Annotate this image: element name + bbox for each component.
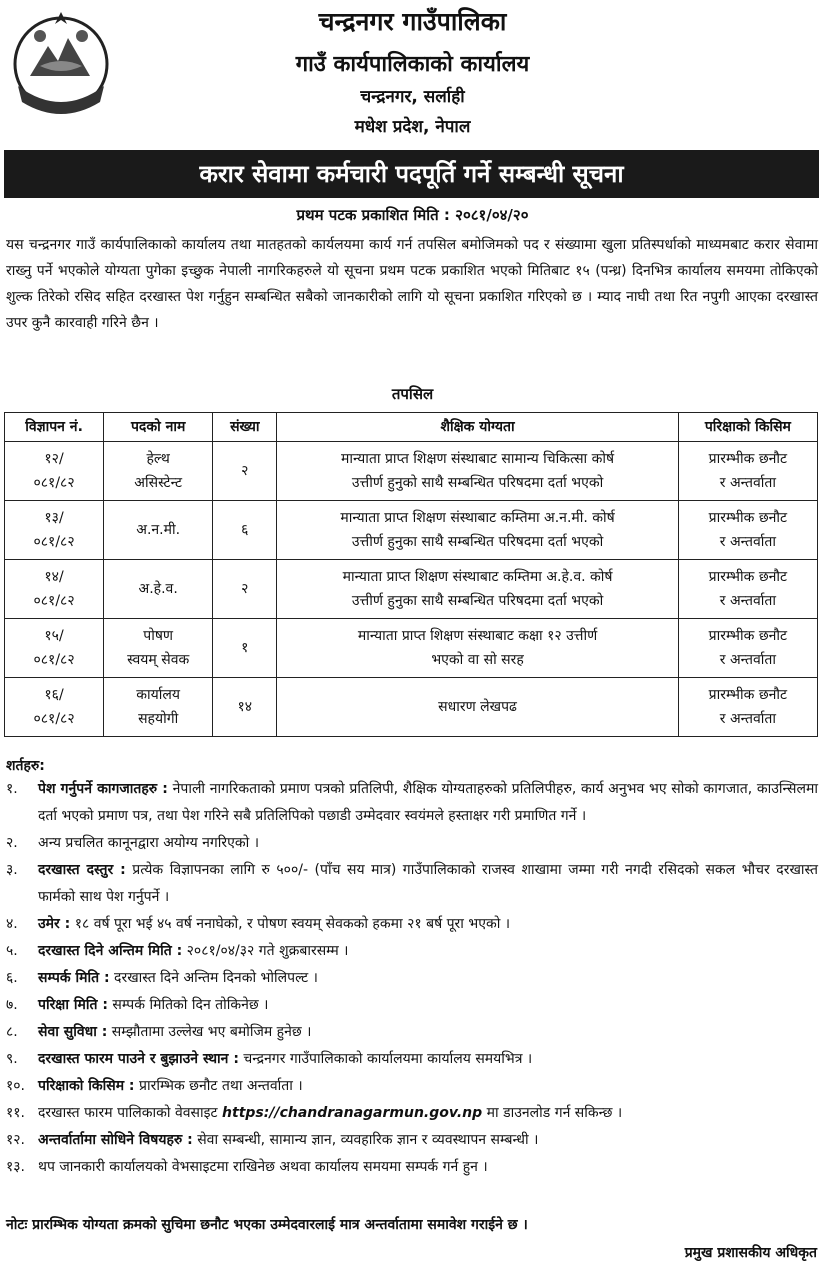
table-row: [5, 678, 818, 737]
table-row: [5, 619, 818, 678]
list-item: ४. उमेर : १८ वर्ष पूरा भई ४५ वर्ष ननाघेको, र पोषण स्वयम् सेवकको हकमा २१ बर्ष पूरा भएको ।: [6, 916, 511, 932]
website-link[interactable]: https://chandranagarmun.gov.np: [222, 1105, 483, 1121]
cell-ad-no: १४/ ०८१/८२: [5, 560, 104, 619]
header-qualification: शैक्षिक योग्यता: [277, 413, 678, 442]
cell-qualification: मान्याता प्राप्त शिक्षण संस्थाबाट कम्तिमा अ.हे.व. कोर्ष उत्तीर्ण हुनुका साथै सम्बन्धित परिषदमा दर्ता भएको: [277, 560, 678, 619]
list-item: २. अन्य प्रचलित कानूनद्वारा अयोग्य नगरिएको ।: [6, 835, 260, 851]
cell-post: कार्यालय सहयोगी: [104, 678, 213, 737]
table-row: [5, 442, 818, 501]
cell-exam-type: प्रारम्भीक छनौट र अन्तर्वाता: [678, 678, 817, 737]
cell-count: २: [213, 442, 277, 501]
terms-list: [6, 776, 818, 1181]
cell-qualification: मान्याता प्राप्त शिक्षण संस्थाबाट कम्तिमा अ.न.मी. कोर्ष उत्तीर्ण हुनुका साथै सम्बन्धित परिषदमा दर्ता भएको: [277, 501, 678, 560]
cell-exam-type: प्रारम्भीक छनौट र अन्तर्वाता: [678, 442, 817, 501]
province-country: मधेश प्रदेश, नेपाल: [354, 117, 471, 137]
table-row: [5, 560, 818, 619]
cell-qualification: मान्याता प्राप्त शिक्षण संस्थाबाट सामान्य चिकित्सा कोर्ष उत्तीर्ण हुनुको साथै सम्बन्धित परिषदमा दर्ता भएको: [277, 442, 678, 501]
cell-ad-no: १५/ ०८१/८२: [5, 619, 104, 678]
list-item: ६. सम्पर्क मिति : दरखास्त दिने अन्तिम दिनको भोलिपल्ट ।: [6, 970, 318, 986]
terms-heading: शर्तहरु:: [6, 758, 45, 774]
list-item: १. पेश गर्नुपर्ने कागजातहरु : नेपाली नागरिकताको प्रमाण पत्रको प्रतिलिपी, शैक्षिक योग्यताहरुको प्रतिलिपीहरु, कार्य अनुभव भए सोको कागजात, काउन्सिलमा दर्ता भएको प्रमाण पत्र, तथा पेश गरिने सबै प्रतिलिपिको पछाडी उम्मेदवार स्वयंमले हस्ताक्षर गरी प्रमाणित गर्ने ।: [6, 781, 818, 824]
footnote: नोटः प्रारम्भिक योग्यता क्रमको सुचिमा छनौट भएका उम्मेदवारलाई मात्र अन्तर्वातामा समावेश गराईने छ ।: [6, 1217, 528, 1233]
municipality-name: चन्द्रनगर गाउँपालिका: [318, 7, 507, 36]
cell-post: अ.न.मी.: [104, 501, 213, 560]
cell-count: २: [213, 560, 277, 619]
cell-ad-no: १३/ ०८१/८२: [5, 501, 104, 560]
list-item: १०. परिक्षाको किसिम : प्रारम्भिक छनौट तथा अन्तर्वाता ।: [6, 1078, 303, 1094]
list-item: ८. सेवा सुविधा : सम्झौतामा उल्लेख भए बमोजिम हुनेछ ।: [6, 1024, 312, 1040]
notice-title-banner: करार सेवामा कर्मचारी पदपूर्ति गर्ने सम्बन्धी सूचना: [4, 150, 819, 198]
signatory-title: प्रमुख प्रशासकीय अधिकृत: [684, 1245, 817, 1261]
cell-post: पोषण स्वयम् सेवक: [104, 619, 213, 678]
header-ad-no: विज्ञापन नं.: [5, 413, 104, 442]
publish-date: प्रथम पटक प्रकाशित मिति : २०८१/०४/२०: [296, 206, 529, 224]
table-title: तपसिल: [391, 385, 434, 403]
cell-count: १४: [213, 678, 277, 737]
table-row: [5, 501, 818, 560]
intro-paragraph: यस चन्द्रनगर गाउँ कार्यपालिकाको कार्यालय तथा मातहतको कार्यलयमा कार्य गर्न तपसिल बमोजिमको पद र संख्यामा खुला प्रतिस्पर्धाको माध्यमबाट करार सेवामा राख्नु पर्ने भएकोले योग्यता पुगेका इच्छुक नेपाली नागरिकहरुले यो सूचना प्रथम पटक प्रकाशित भएको मितिबाट १५ (पन्ध्र) दिनभित्र कार्यालय समयमा तोकिएको शुल्क तिरेको रसिद सहित दरखास्त पेश गर्नुहुन सम्बन्धित सबैको जानकारीको लागि यो सूचना प्रकाशित गरिएको छ । म्याद नाघी तथा रित नपुगी आएका दरखास्त उपर कुनै कारवाही गरिने छैन ।: [6, 237, 818, 331]
list-item: १३. थप जानकारी कार्यालयको वेभसाइटमा राखिनेछ अथवा कार्यालय समयमा सम्पर्क गर्न हुन ।: [6, 1159, 488, 1175]
list-item: ७. परिक्षा मिति : सम्पर्क मितिको दिन तोकिनेछ ।: [6, 997, 269, 1013]
list-item: ३. दरखास्त दस्तुर : प्रत्येक विज्ञापनका लागि रु ५००/- (पाँच सय मात्र) गाउँपालिकाको राजस्व शाखामा जम्मा गरी नगदी रसिदको सकल भौचर दरखास्त फार्मको साथ पेश गर्नुपर्ने ।: [6, 862, 818, 905]
cell-qualification: मान्याता प्राप्त शिक्षण संस्थाबाट कक्षा १२ उत्तीर्ण भएको वा सो सरह: [277, 619, 678, 678]
cell-exam-type: प्रारम्भीक छनौट र अन्तर्वाता: [678, 501, 817, 560]
vacancy-table: [4, 412, 818, 737]
list-item: १२. अन्तर्वार्तामा सोधिने विषयहरु : सेवा सम्बन्धी, सामान्य ज्ञान, व्यवहारिक ज्ञान र व्यवस्थापन सम्बन्धी ।: [6, 1132, 539, 1148]
cell-exam-type: प्रारम्भीक छनौट र अन्तर्वाता: [678, 619, 817, 678]
letterhead: [0, 0, 825, 148]
table-header-row: [5, 413, 818, 442]
cell-exam-type: प्रारम्भीक छनौट र अन्तर्वाता: [678, 560, 817, 619]
cell-qualification: सधारण लेखपढ: [277, 678, 678, 737]
header-exam-type: परिक्षाको किसिम: [678, 413, 817, 442]
cell-post: हेल्थ असिस्टेन्ट: [104, 442, 213, 501]
cell-count: १: [213, 619, 277, 678]
cell-ad-no: १२/ ०८१/८२: [5, 442, 104, 501]
cell-ad-no: १६/ ०८१/८२: [5, 678, 104, 737]
header-post: पदको नाम: [104, 413, 213, 442]
list-item: ९. दरखास्त फारम पाउने र बुझाउने स्थान : चन्द्रनगर गाउँपालिकाको कार्यालयमा कार्यालय समयभित्र ।: [6, 1051, 533, 1067]
cell-post: अ.हे.व.: [104, 560, 213, 619]
list-item: ५. दरखास्त दिने अन्तिम मिति : २०८१/०४/३२ गते शुक्रबारसम्म ।: [6, 943, 349, 959]
header-count: संख्या: [213, 413, 277, 442]
cell-count: ६: [213, 501, 277, 560]
list-item: ११. दरखास्त फारम पालिकाको वेवसाइट https://chandranagarmun.gov.np मा डाउनलोड गर्न सकिन्छ ।: [6, 1105, 623, 1121]
office-location: चन्द्रनगर, सर्लाही: [360, 87, 465, 107]
office-name: गाउँ कार्यपालिकाको कार्यालय: [295, 52, 530, 77]
